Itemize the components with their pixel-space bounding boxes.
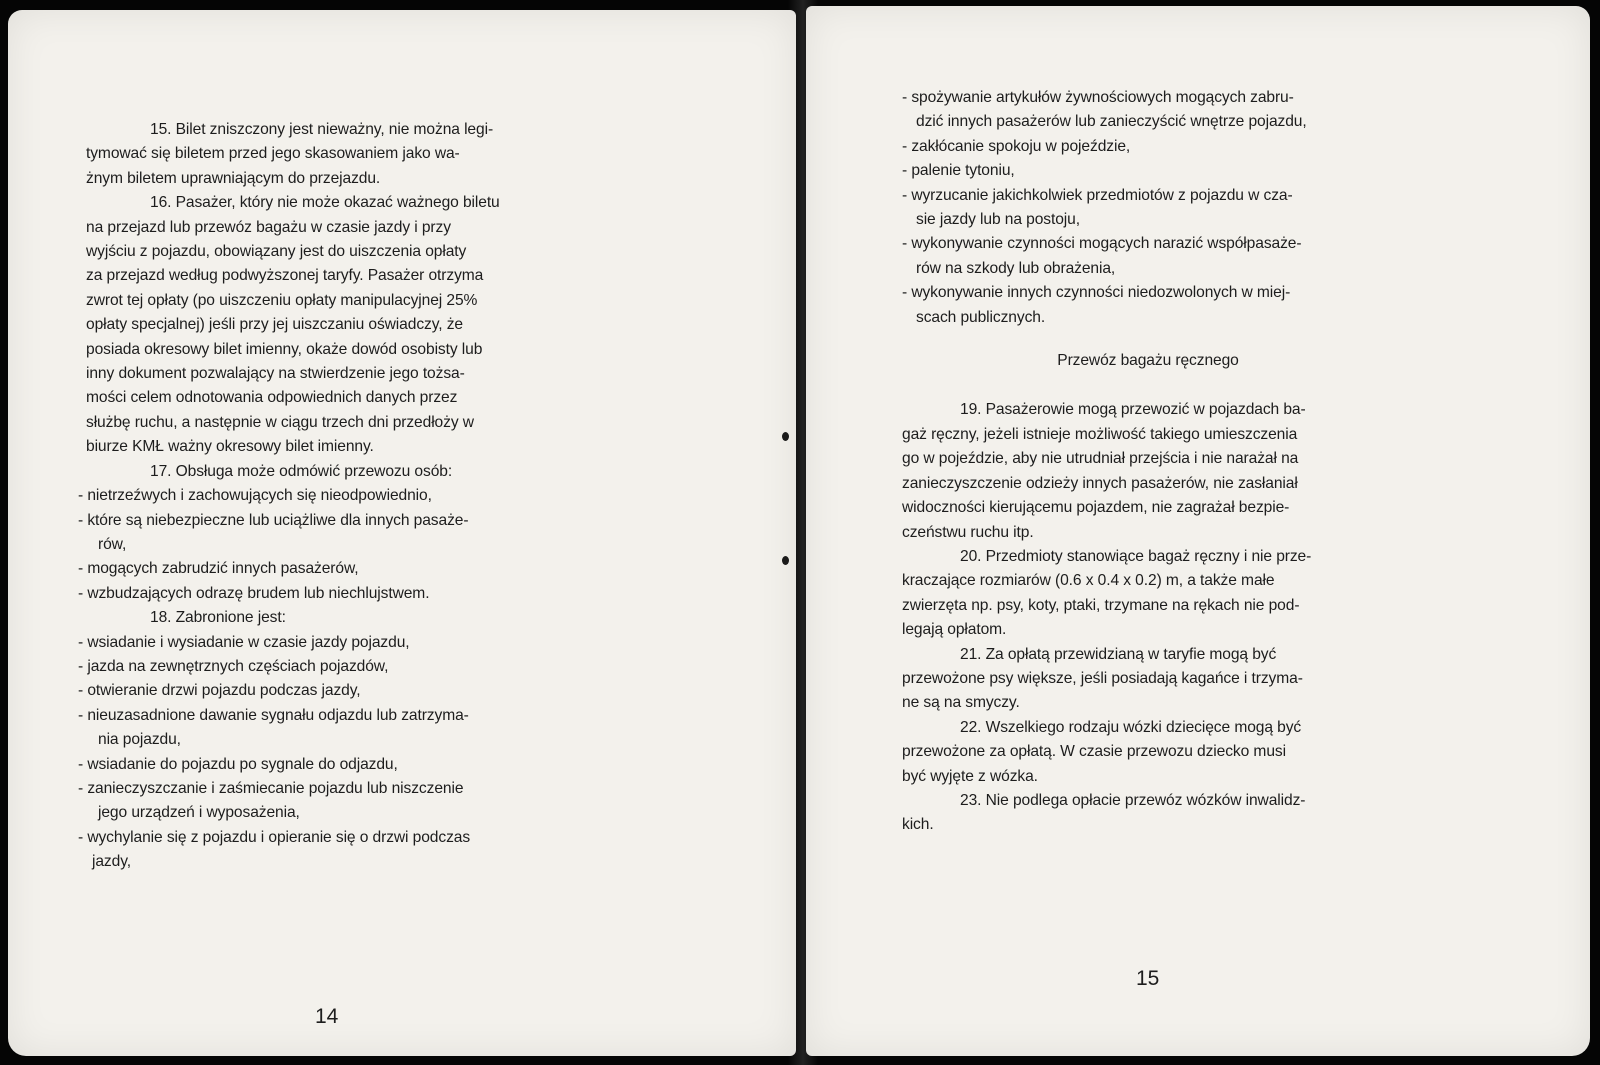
text-line: sie jazdy lub na postoju, <box>916 211 1080 229</box>
page-number: 14 <box>315 1005 339 1028</box>
text-line: przewożone psy większe, jeśli posiadają kagańce i trzyma- <box>902 669 1303 687</box>
text-line: czeństwu ruchu itp. <box>902 523 1034 541</box>
text-line: gaż ręczny, jeżeli istnieje możliwość takiego umieszczenia <box>902 425 1298 443</box>
text-line: inny dokument pozwalający na stwierdzenie jego tożsa- <box>86 365 465 383</box>
text-line: dzić innych pasażerów lub zanieczyścić wnętrze pojazdu, <box>916 113 1307 131</box>
text-line: go w pojeździe, aby nie utrudniał przejścia i nie narażał na <box>902 450 1299 468</box>
text-line: rów na szkody lub obrażenia, <box>916 259 1116 277</box>
text-line: przewożone za opłatą. W czasie przewozu dziecko musi <box>902 743 1286 761</box>
text-line: zanieczyszczenie odzieży innych pasażerów, nie zasłaniał <box>902 474 1298 492</box>
text-line: - zanieczyszczanie i zaśmiecanie pojazdu lub niszczenie <box>78 779 464 797</box>
text-line: biurze KMŁ ważny okresowy bilet imienny. <box>86 438 374 456</box>
text-line: - nieuzasadnione dawanie sygnału odjazdu lub zatrzyma- <box>78 706 469 724</box>
text-line: jazdy, <box>92 853 131 871</box>
text-line: - wykonywanie innych czynności niedozwolonych w miej- <box>902 284 1291 302</box>
text-line: za przejazd według podwyższonej taryfy. Pasażer otrzyma <box>86 267 484 285</box>
text-line: - palenie tytoniu, <box>902 162 1015 180</box>
text-line: kraczające rozmiarów (0.6 x 0.4 x 0.2) m, a także małe <box>902 572 1275 590</box>
text-line: - mogących zabrudzić innych pasażerów, <box>78 560 359 578</box>
text-line: 16. Pasażer, który nie może okazać ważnego biletu <box>150 194 500 212</box>
text-line: być wyjęte z wózka. <box>902 767 1038 785</box>
text-line: rów, <box>98 535 127 553</box>
text-line: ne są na smyczy. <box>902 694 1020 712</box>
binding-staple-top <box>782 432 789 441</box>
text-line: żnym biletem uprawniającym do przejazdu. <box>86 169 381 187</box>
text-line: 23. Nie podlega opłacie przewóz wózków inwalidz- <box>960 791 1306 809</box>
text-line: na przejazd lub przewóz bagażu w czasie jazdy i przy <box>86 218 451 236</box>
text-line: jego urządzeń i wyposażenia, <box>98 804 300 822</box>
text-line: nia pojazdu, <box>98 731 181 749</box>
text-line: wyjściu z pojazdu, obowiązany jest do uiszczenia opłaty <box>86 243 467 261</box>
text-line: zwrot tej opłaty (po uiszczeniu opłaty manipulacyjnej 25% <box>86 291 478 309</box>
text-line: 18. Zabronione jest: <box>150 609 286 627</box>
text-line: - zakłócanie spokoju w pojeździe, <box>902 137 1131 155</box>
text-line: scach publicznych. <box>916 308 1046 326</box>
text-line: tymować się biletem przed jego skasowaniem jako wa- <box>86 145 460 163</box>
right-page <box>806 6 1590 1056</box>
page-number: 15 <box>1136 967 1160 990</box>
text-line: zwierzęta np. psy, koty, ptaki, trzymane na rękach nie pod- <box>902 596 1300 614</box>
text-line: 15. Bilet zniszczony jest nieważny, nie można legi- <box>150 121 494 138</box>
text-line: 21. Za opłatą przewidzianą w taryfie mogą być <box>960 645 1277 663</box>
text-line: 20. Przedmioty stanowiące bagaż ręczny i nie prze- <box>960 547 1312 565</box>
text-line: - które są niebezpieczne lub uciążliwe dla innych pasaże- <box>78 511 469 529</box>
text-line: - spożywanie artykułów żywnościowych mogących zabru- <box>902 89 1294 106</box>
text-line: - wykonywanie czynności mogących narazić współpasaże- <box>902 235 1302 253</box>
left-page-text <box>78 118 618 875</box>
text-line: widoczności kierującemu pojazdem, nie zagrażał bezpie- <box>902 499 1290 517</box>
text-line: opłaty specjalnej) jeśli przy jej uiszczaniu oświadczy, że <box>86 316 463 334</box>
text-line: 19. Pasażerowie mogą przewozić w pojazdach ba- <box>960 401 1306 419</box>
text-line: - otwieranie drzwi pojazdu podczas jazdy, <box>78 682 361 700</box>
text-line: - wsiadanie do pojazdu po sygnale do odjazdu, <box>78 755 398 773</box>
text-line: - wzbudzających odrazę brudem lub niechlujstwem. <box>78 584 430 602</box>
text-line: 17. Obsługa może odmówić przewozu osób: <box>150 462 453 480</box>
text-line: - nietrzeźwych i zachowujących się nieodpowiednio, <box>78 487 432 505</box>
text-line: - wsiadanie i wysiadanie w czasie jazdy pojazdu, <box>78 633 410 651</box>
text-line: posiada okresowy bilet imienny, okaże dowód osobisty lub <box>86 340 483 358</box>
right-page-text <box>902 86 1442 838</box>
left-page <box>8 10 796 1056</box>
text-line: 22. Wszelkiego rodzaju wózki dziecięce mogą być <box>960 718 1302 736</box>
text-line: - wyrzucanie jakichkolwiek przedmiotów z pojazdu w cza- <box>902 186 1293 204</box>
binding-staple-bottom <box>782 556 789 565</box>
text-line: mości celem odnotowania odpowiednich danych przez <box>86 389 458 407</box>
text-line: legają opłatom. <box>902 621 1007 639</box>
text-line: - jazda na zewnętrznych częściach pojazdów, <box>78 657 389 675</box>
text-line: - wychylanie się z pojazdu i opieranie się o drzwi podczas <box>78 828 471 846</box>
text-line: służbę ruchu, a następnie w ciągu trzech dni przedłoży w <box>86 413 474 431</box>
section-heading: Przewóz bagażu ręcznego <box>1057 352 1239 370</box>
text-line: kich. <box>902 816 934 834</box>
